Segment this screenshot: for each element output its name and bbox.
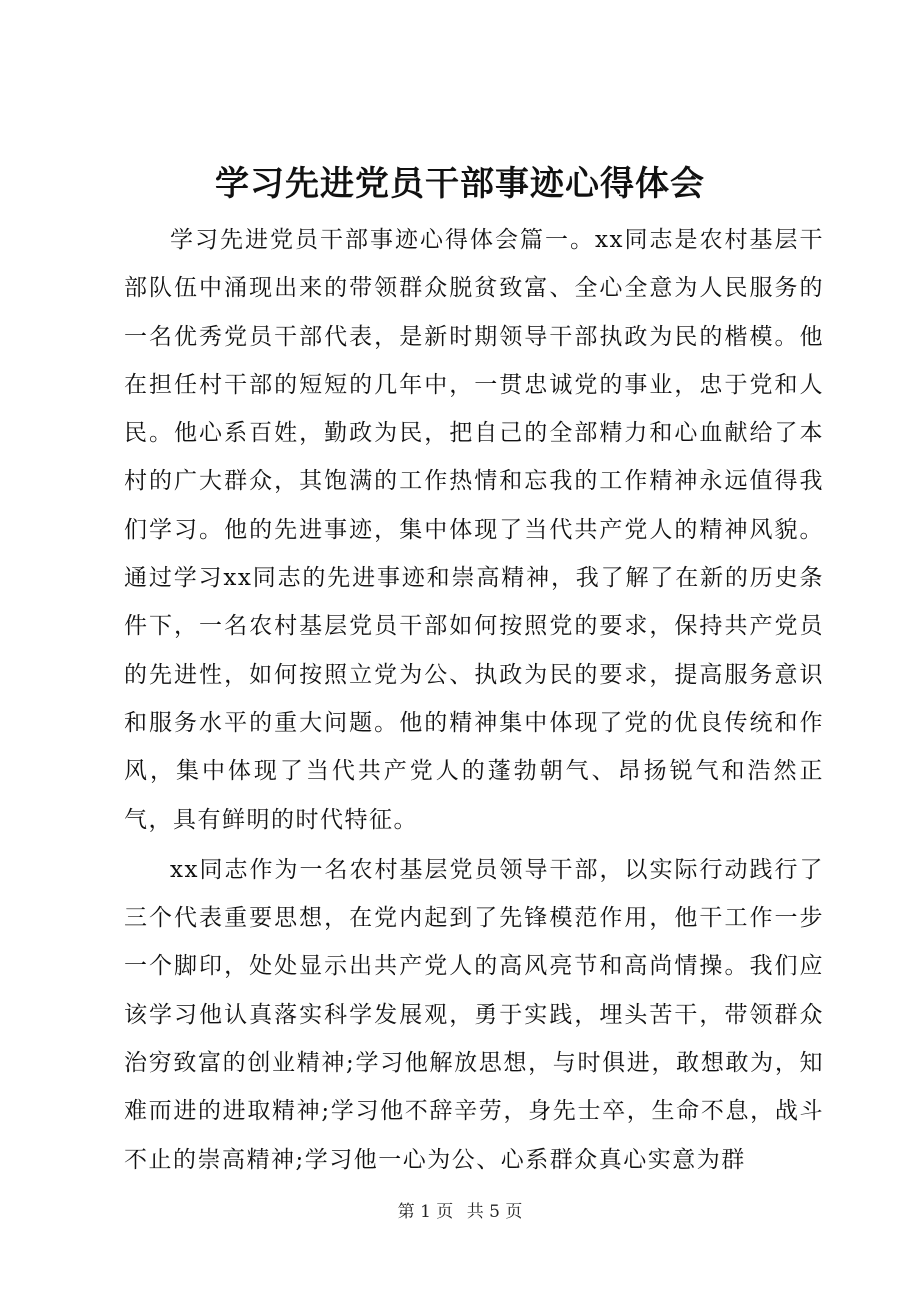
paragraph-2: xx同志作为一名农村基层党员领导干部，以实际行动践行了三个代表重要思想，在党内起到了先锋模范作用，他干工作一步一个脚印，处处显示出共产党人的高风亮节和高尚情操。我们应该学习他认真落实科学发展观，勇于实践，埋头苦干，带领群众治穷致富的创业精神;学习他解放思想，与时俱进，敢想敢为，知难而进的进取精神;学习他不辞辛劳，身先士卒，生命不息，战斗不止的崇高精神;学习他一心为公、心系群众真心实意为群 <box>124 856 824 1173</box>
paragraph-1: 学习先进党员干部事迹心得体会篇一。xx同志是农村基层干部队伍中涌现出来的带领群众脱贫致富、全心全意为人民服务的一名优秀党员干部代表，是新时期领导干部执政为民的楷模。他在担任村干部的短短的几年中，一贯忠诚党的事业，忠于党和人民。他心系百姓，勤政为民，把自己的全部精力和心血献给了本村的广大群众，其饱满的工作热情和忘我的工作精神永远值得我们学习。他的先进事迹，集中体现了当代共产党人的精神风貌。通过学习xx同志的先进事迹和崇高精神，我了解了在新的历史条件下，一名农村基层党员干部如何按照党的要求，保持共产党员的先进性，如何按照立党为公、执政为民的要求，提高服务意识和服务水平的重大问题。他的精神集中体现了党的优良传统和作风，集中体现了当代共产党人的蓬勃朝气、昂扬锐气和浩然正气，具有鲜明的时代特征。 <box>124 227 824 833</box>
document-title: 学习先进党员干部事迹心得体会 <box>215 164 705 204</box>
page-footer <box>0 1198 920 1226</box>
document-body <box>124 216 824 1186</box>
page-total: 共 5 页 <box>466 1202 523 1222</box>
page-number: 第 1 页 <box>397 1202 454 1222</box>
